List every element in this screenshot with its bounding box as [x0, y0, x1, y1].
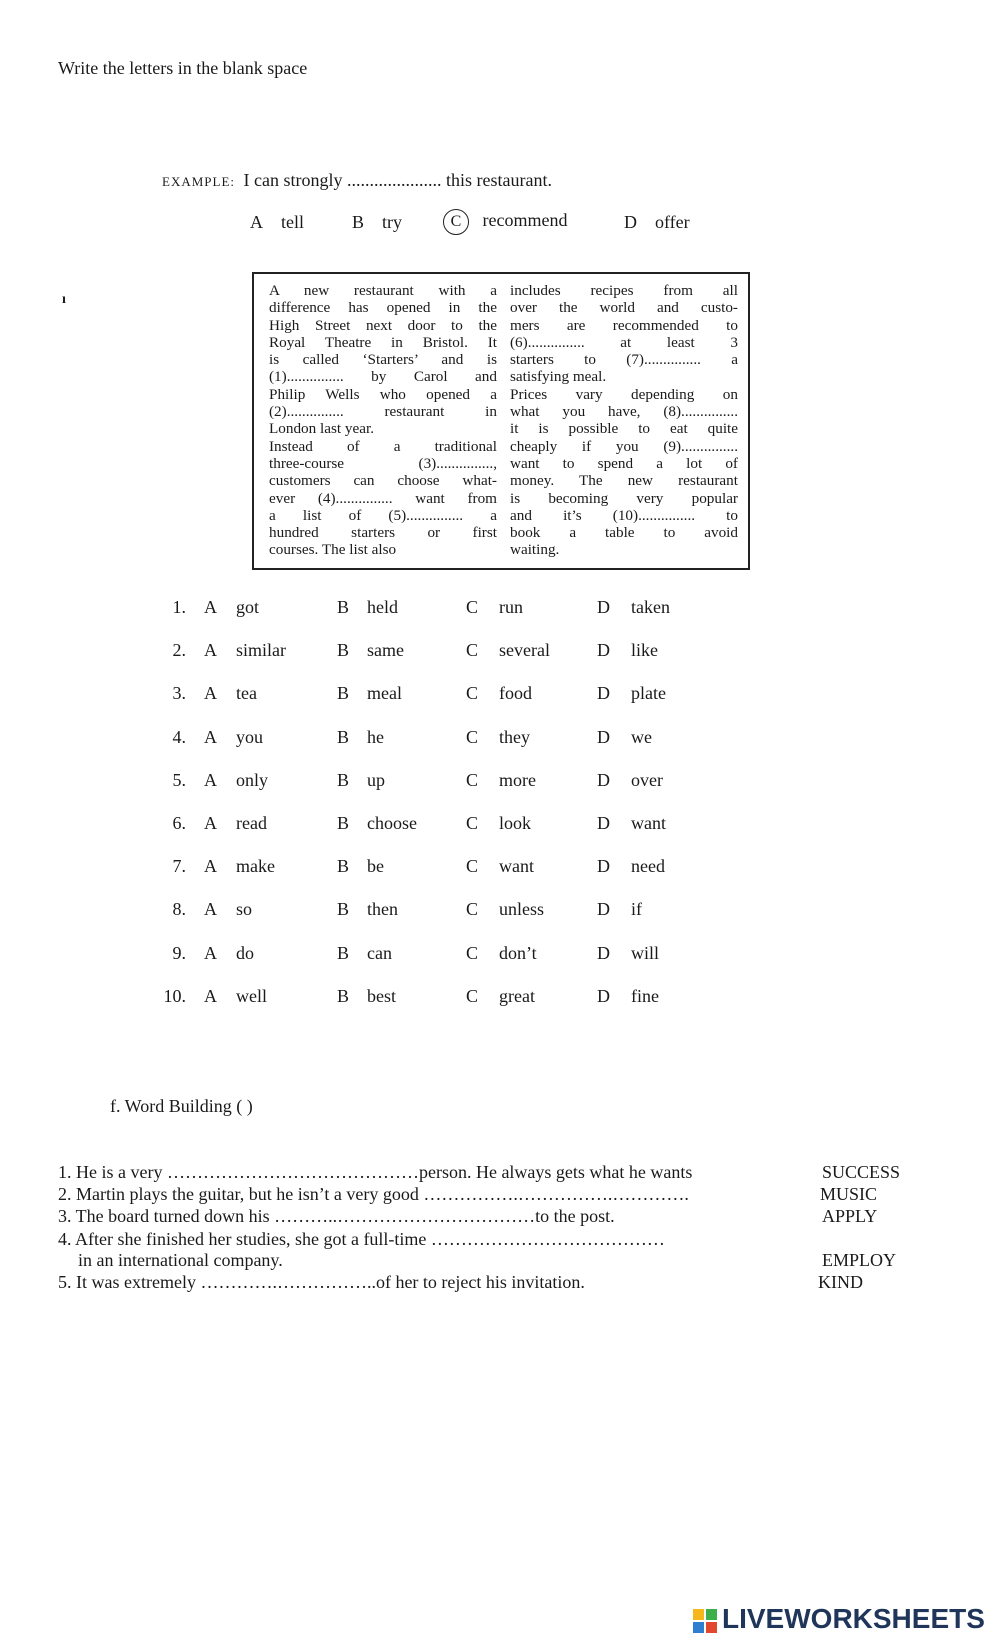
option-letter-a: A — [204, 856, 217, 876]
passage-line: ever (4)............... want from — [269, 489, 497, 507]
option-word-a: similar — [236, 640, 286, 660]
question-row — [0, 683, 1000, 713]
option-word-d: plate — [631, 683, 666, 703]
word-building-item: 1. He is a very ……………………………………person. He always gets what he wants — [58, 1162, 693, 1182]
passage-line: what you have, (8)............... — [510, 403, 738, 421]
option-letter-d: D — [597, 986, 610, 1006]
passage-line: hundred starters or first — [269, 524, 497, 542]
option-word-a: make — [236, 856, 275, 876]
option-letter-a: A — [204, 683, 217, 703]
question-row — [0, 986, 1000, 1016]
question-number: 4. — [172, 727, 186, 747]
option-word-c: more — [499, 770, 536, 790]
option-letter-c: C — [466, 943, 479, 963]
option-letter-b: B — [337, 640, 350, 660]
example-option-word: try — [382, 212, 403, 232]
option-word-a: got — [236, 597, 260, 617]
option-word-d: over — [631, 770, 663, 790]
root-word: MUSIC — [820, 1184, 878, 1204]
passage-line: is called ‘Starters’ and is — [269, 351, 497, 369]
word-building-item: 4. After she finished her studies, she got a full-time ………………………………… — [58, 1229, 665, 1249]
liveworksheets-logo-icon — [692, 1608, 718, 1634]
passage-line: over the world and custo- — [510, 299, 738, 317]
passage-line: satisfying meal. — [510, 368, 607, 386]
option-letter-b: B — [337, 986, 350, 1006]
question-row — [0, 727, 1000, 757]
option-letter-c: C — [466, 856, 479, 876]
option-letter-d: D — [597, 813, 610, 833]
option-word-a: so — [236, 899, 253, 919]
passage-line: (6)............... at least 3 — [510, 333, 738, 351]
passage-line: and it’s (10)............... to — [510, 506, 738, 524]
option-letter-d: D — [597, 770, 610, 790]
question-number: 2. — [172, 640, 186, 660]
option-letter-a: A — [204, 640, 217, 660]
option-word-b: can — [367, 943, 392, 963]
example-option-letter: A — [250, 212, 263, 232]
option-letter-a: A — [204, 943, 217, 963]
passage-line: mers are recommended to — [510, 316, 738, 334]
option-word-d: need — [631, 856, 665, 876]
passage-line: three-course (3)..............., — [269, 454, 497, 472]
passage-column-left — [269, 282, 497, 559]
option-letter-c: C — [466, 683, 479, 703]
example-option-c — [443, 209, 567, 235]
option-letter-b: B — [337, 683, 350, 703]
passage-line: a list of (5)............... a — [269, 506, 497, 524]
example-option-a — [250, 212, 304, 233]
option-word-a: you — [236, 727, 263, 747]
question-row — [0, 640, 1000, 670]
option-letter-a: A — [204, 597, 217, 617]
option-letter-d: D — [597, 943, 610, 963]
example-option-d — [624, 212, 690, 233]
option-word-b: held — [367, 597, 398, 617]
passage-line: is becoming very popular — [510, 489, 738, 507]
passage-line: Royal Theatre in Bristol. It — [269, 333, 497, 351]
passage-line: starters to (7)............... a — [510, 351, 738, 369]
passage-line: Philip Wells who opened a — [269, 385, 497, 403]
option-word-a: read — [236, 813, 267, 833]
question-row — [0, 856, 1000, 886]
option-letter-a: A — [204, 813, 217, 833]
word-building-item: 2. Martin plays the guitar, but he isn’t a very good …………….…………….…………. — [58, 1184, 689, 1204]
option-letter-d: D — [597, 640, 610, 660]
example-option-letter: B — [352, 212, 365, 232]
option-word-c: want — [499, 856, 534, 876]
option-letter-c: C — [466, 770, 479, 790]
option-letter-b: B — [337, 597, 350, 617]
passage-line: London last year. — [269, 420, 375, 438]
example-option-word: tell — [281, 212, 304, 232]
example-text: I can strongly ..................... this restaurant. — [243, 170, 552, 190]
passage-line: book a table to avoid — [510, 524, 738, 542]
root-word: EMPLOY — [822, 1250, 897, 1270]
example-label: EXAMPLE: — [162, 174, 235, 189]
option-letter-c: C — [466, 813, 479, 833]
root-word: APPLY — [822, 1206, 878, 1226]
option-word-d: if — [631, 899, 642, 919]
option-letter-d: D — [597, 899, 610, 919]
option-letter-b: B — [337, 727, 350, 747]
word-building-item: 5. It was extremely ………….……………..of her to reject his invitation. — [58, 1272, 585, 1292]
option-letter-a: A — [204, 727, 217, 747]
option-word-b: meal — [367, 683, 402, 703]
option-word-b: choose — [367, 813, 417, 833]
option-letter-b: B — [337, 943, 350, 963]
question-number: 5. — [172, 770, 186, 790]
option-word-b: he — [367, 727, 384, 747]
option-word-b: up — [367, 770, 385, 790]
option-word-d: like — [631, 640, 658, 660]
option-letter-d: D — [597, 597, 610, 617]
passage-line: waiting. — [510, 541, 560, 559]
option-word-d: taken — [631, 597, 670, 617]
option-word-a: only — [236, 770, 269, 790]
question-row — [0, 770, 1000, 800]
question-row — [0, 899, 1000, 929]
example-option-letter: D — [624, 212, 637, 232]
section-title: f. Word Building ( ) — [110, 1096, 253, 1116]
option-word-c: several — [499, 640, 550, 660]
passage-line: Instead of a traditional — [269, 437, 497, 455]
option-letter-d: D — [597, 727, 610, 747]
circled-answer: C — [443, 209, 469, 235]
option-letter-d: D — [597, 683, 610, 703]
passage-line: (1)............... by Carol and — [269, 368, 497, 386]
option-word-c: food — [499, 683, 532, 703]
question-number: 10. — [163, 986, 186, 1006]
word-building-item: 3. The board turned down his ………..……………………………to the post. — [58, 1206, 615, 1226]
option-letter-c: C — [466, 727, 479, 747]
option-word-a: well — [236, 986, 267, 1006]
option-letter-c: C — [466, 597, 479, 617]
question-number: 7. — [172, 856, 186, 876]
passage-line: courses. The list also — [269, 541, 397, 559]
option-letter-a: A — [204, 899, 217, 919]
option-word-b: same — [367, 640, 404, 660]
passage-line: (2)............... restaurant in — [269, 403, 497, 421]
option-word-d: we — [631, 727, 652, 747]
option-letter-a: A — [204, 770, 217, 790]
question-row — [0, 943, 1000, 973]
reading-passage-box — [252, 272, 750, 570]
passage-column-right — [510, 282, 738, 559]
option-word-c: great — [499, 986, 535, 1006]
option-word-c: unless — [499, 899, 544, 919]
option-letter-a: A — [204, 986, 217, 1006]
example-option-word: recommend — [482, 210, 568, 230]
logo-text: LIVEWORKSHEETS — [722, 1603, 985, 1634]
option-letter-b: B — [337, 899, 350, 919]
passage-line: want to spend a lot of — [510, 454, 738, 472]
root-word: SUCCESS — [822, 1162, 901, 1182]
option-word-c: don’t — [499, 943, 537, 963]
example-sentence — [162, 170, 552, 191]
option-word-c: run — [499, 597, 523, 617]
option-letter-c: C — [466, 899, 479, 919]
example-option-word: offer — [655, 212, 690, 232]
question-number: 3. — [172, 683, 186, 703]
stray-mark: ı — [62, 292, 66, 307]
option-letter-b: B — [337, 770, 350, 790]
question-number: 9. — [172, 943, 186, 963]
passage-line: Prices vary depending on — [510, 385, 738, 403]
passage-line: difference has opened in the — [269, 299, 497, 317]
option-word-c: look — [499, 813, 532, 833]
example-option-b — [352, 212, 402, 233]
option-word-b: then — [367, 899, 398, 919]
option-word-b: best — [367, 986, 396, 1006]
option-word-d: will — [631, 943, 660, 963]
option-letter-c: C — [466, 986, 479, 1006]
question-row — [0, 813, 1000, 843]
option-word-b: be — [367, 856, 384, 876]
question-row — [0, 597, 1000, 627]
passage-line: it is possible to eat quite — [510, 420, 738, 438]
instruction-text: Write the letters in the blank space — [58, 58, 308, 78]
question-number: 1. — [172, 597, 186, 617]
passage-line: includes recipes from all — [510, 282, 738, 299]
passage-line: money. The new restaurant — [510, 472, 738, 490]
passage-line: A new restaurant with a — [269, 282, 497, 299]
passage-line: cheaply if you (9)............... — [510, 437, 738, 455]
option-word-c: they — [499, 727, 530, 747]
root-word: KIND — [818, 1272, 863, 1292]
option-word-a: do — [236, 943, 254, 963]
word-building-item: in an international company. — [78, 1250, 283, 1270]
option-word-d: want — [631, 813, 666, 833]
option-word-d: fine — [631, 986, 659, 1006]
option-letter-b: B — [337, 856, 350, 876]
option-word-a: tea — [236, 683, 257, 703]
passage-line: High Street next door to the — [269, 316, 497, 334]
question-number: 8. — [172, 899, 186, 919]
option-letter-d: D — [597, 856, 610, 876]
passage-line: customers can choose what- — [269, 472, 497, 490]
option-letter-b: B — [337, 813, 350, 833]
option-letter-c: C — [466, 640, 479, 660]
question-number: 6. — [172, 813, 186, 833]
